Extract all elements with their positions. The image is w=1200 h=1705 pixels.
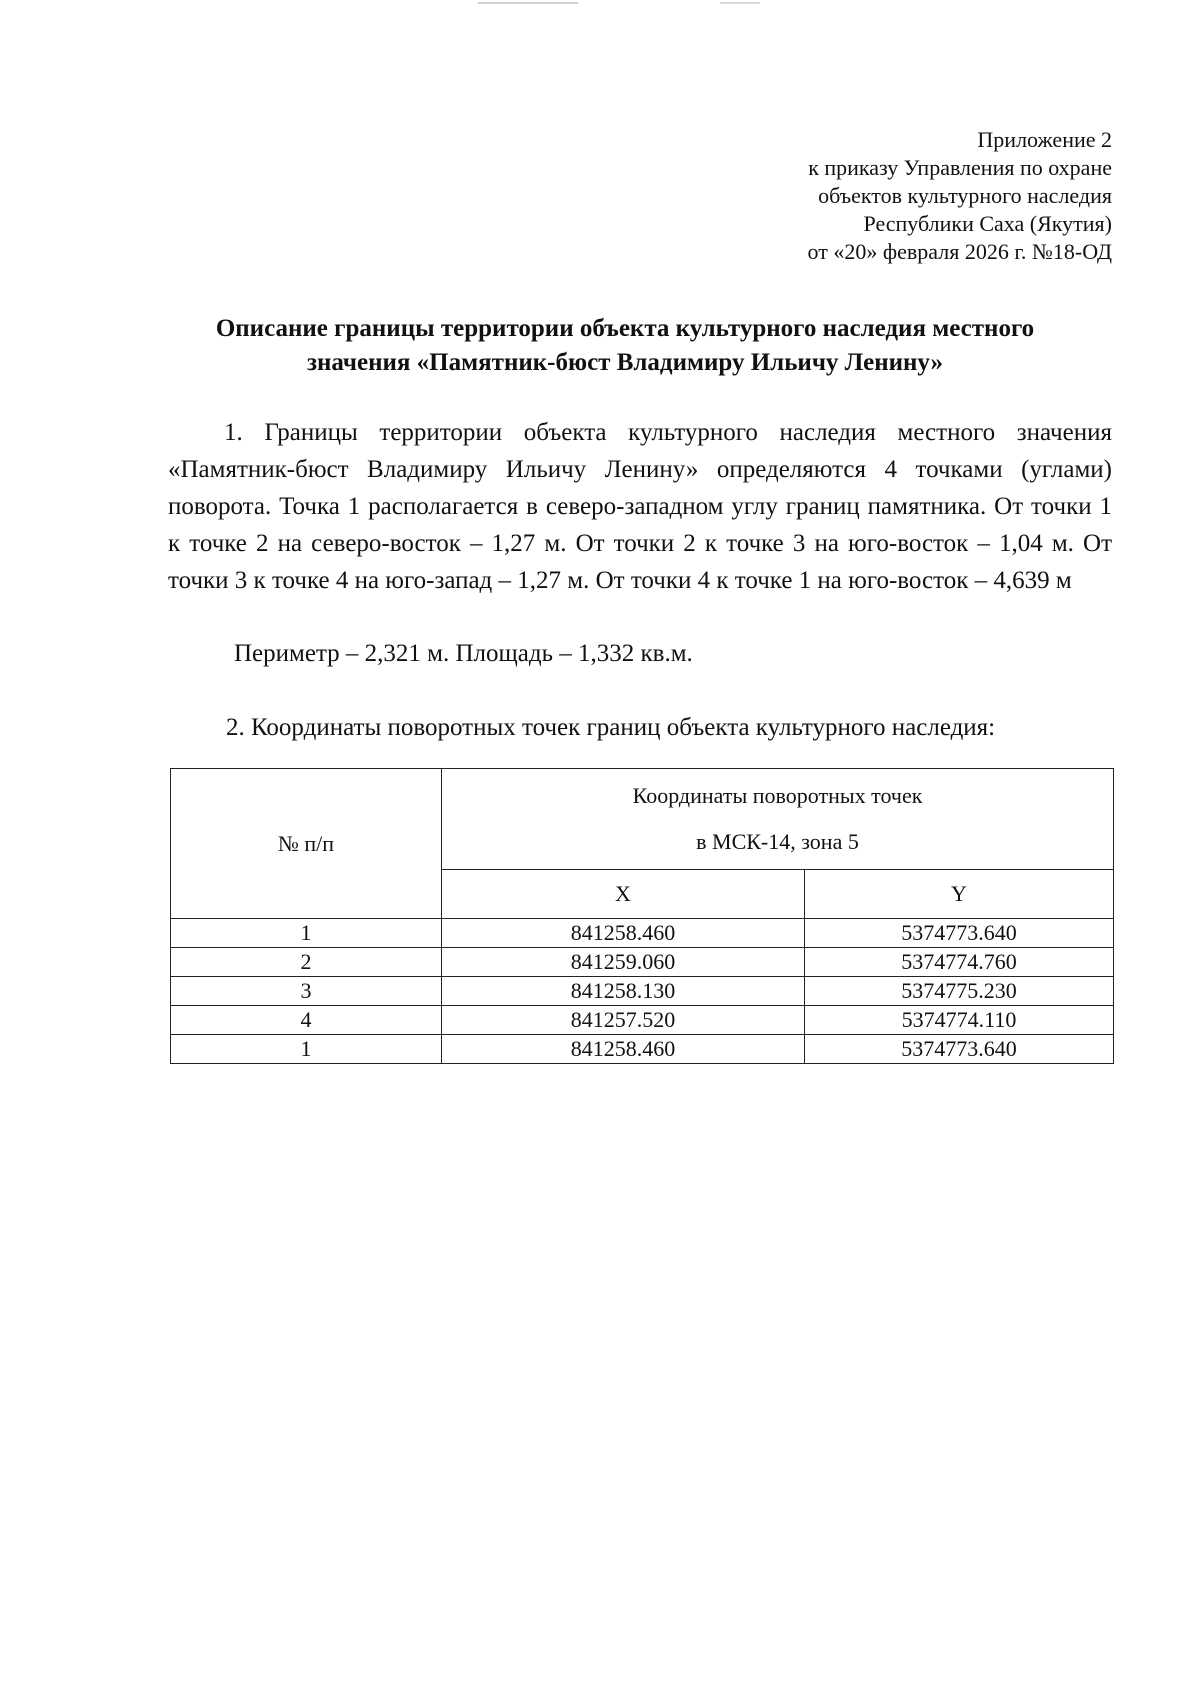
cell-y: 5374775.230 [805, 977, 1114, 1006]
cell-y: 5374773.640 [805, 919, 1114, 948]
column-header-coordinates [442, 769, 1114, 870]
coordinates-table [170, 768, 1114, 1064]
scan-artifact [720, 2, 760, 4]
cell-x: 841259.060 [442, 948, 805, 977]
cell-number: 1 [171, 919, 442, 948]
table-row [171, 948, 1114, 977]
cell-number: 3 [171, 977, 442, 1006]
cell-x: 841258.460 [442, 919, 805, 948]
title-line-2: значения «Памятник-бюст Владимиру Ильичу Ленину» [306, 349, 944, 376]
appendix-line: Приложение 2 [977, 127, 1112, 152]
cell-number: 4 [171, 1006, 442, 1035]
appendix-line: от «20» февраля 2026 г. №18-ОД [807, 239, 1112, 264]
coordinates-heading: 2. Координаты поворотных точек границ объекта культурного наследия: [226, 714, 996, 741]
appendix-line: к приказу Управления по охране [808, 155, 1112, 180]
cell-y: 5374773.640 [805, 1035, 1114, 1064]
cell-number: 2 [171, 948, 442, 977]
boundary-description: 1. Границы территории объекта культурного наследия местного значения «Памятник-бюст Владимиру Ильичу Ленину» определяются 4 точками (углами) поворота. Точка 1 располагается в северо-западном углу границ памятника. От точки 1 к точке 2 на северо-восток – 1,27 м. От точки 2 к точке 3 на юго-восток – 1,04 м. От точки 3 к точке 4 на юго-запад – 1,27 м. От точки 4 к точке 1 на юго-восток – 4,639 м [168, 419, 1112, 594]
table-row [171, 919, 1114, 948]
cell-x: 841258.460 [442, 1035, 805, 1064]
scan-artifact [478, 2, 578, 4]
table-row [171, 1035, 1114, 1064]
appendix-line: Республики Саха (Якутия) [863, 211, 1112, 236]
cell-x: 841257.520 [442, 1006, 805, 1035]
column-header-number: № п/п [171, 769, 442, 919]
cell-x: 841258.130 [442, 977, 805, 1006]
appendix-header [808, 126, 1112, 266]
table-row [171, 1006, 1114, 1035]
cell-number: 1 [171, 1035, 442, 1064]
coordinates-title: Координаты поворотных точек [632, 783, 923, 808]
table-row [171, 977, 1114, 1006]
column-header-y: Y [805, 870, 1114, 919]
perimeter-area-text: Периметр – 2,321 м. Площадь – 1,332 кв.м. [234, 640, 693, 667]
title-line-1: Описание границы территории объекта культурного наследия местного [215, 315, 1035, 342]
appendix-line: объектов культурного наследия [818, 183, 1112, 208]
cell-y: 5374774.760 [805, 948, 1114, 977]
coordinates-system: в МСК-14, зона 5 [696, 829, 859, 854]
document-title [150, 312, 1100, 380]
column-header-x: X [442, 870, 805, 919]
cell-y: 5374774.110 [805, 1006, 1114, 1035]
